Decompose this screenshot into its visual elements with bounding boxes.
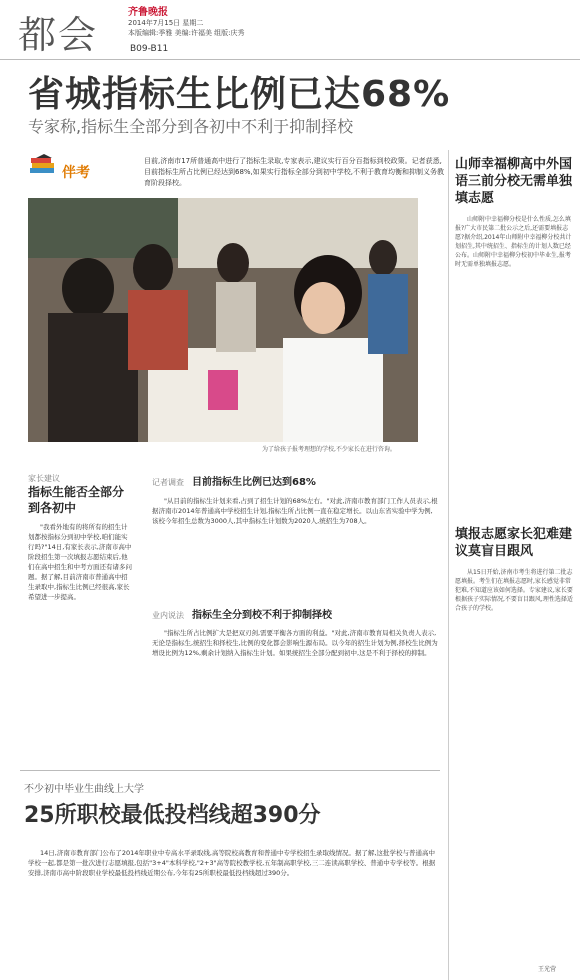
sidebar-story1-title: 山师幸福柳高中外国语三前分校无需单独填志愿 xyxy=(455,157,573,206)
lower-subheadline: 不少初中毕业生曲线上大学 xyxy=(24,784,144,795)
col3-label: 业内说法 xyxy=(152,611,184,620)
sidebar-author: 王光营 xyxy=(538,966,557,973)
main-subheadline: 专家称,指标生全部分到各初中不利于抑制择校 xyxy=(28,117,354,136)
lower-headline: 25所职校最低投档线超390分 xyxy=(24,803,321,828)
col3-text: "指标生所占比例扩大是把双刃剑,需要平衡各方面的利益。"对此,济南市教育局相关负责人表示,无论是指标生,统招生和择校生,比例的变化都会影响生源布局。以今年的招生计划为例,择校生比例为增设比例为12%,剩余计划纳入指标生计划。如果统招生全部分配到初中,这是不利于择校的抑制。 xyxy=(152,629,438,657)
col2-title: 目前指标生比例已达到68% xyxy=(192,477,316,488)
section-badge: 伴考 xyxy=(62,165,90,181)
sidebar-story1 xyxy=(455,156,573,269)
section-title: 都会 xyxy=(18,13,99,57)
article-col1 xyxy=(28,474,132,602)
page-range: B09-B11 xyxy=(130,44,169,54)
col1-label: 家长建议 xyxy=(28,474,60,483)
photo-caption: 为了给孩子报考理想的学校,不少家长在进行咨询。 xyxy=(262,446,396,453)
photo-illustration xyxy=(28,198,418,442)
col1-title: 指标生能否全部分到各初中 xyxy=(28,485,125,515)
col2-heading xyxy=(152,473,316,488)
col3-heading xyxy=(152,606,332,621)
newspaper-logo: 齐鲁晚报 xyxy=(128,7,168,18)
issue-info xyxy=(128,8,328,38)
sidebar-story2-text: 从15日开始,济南市考生将进行第二批志愿填报。考生们在填报志愿时,家长感觉非常犯难,不知道应该如何选择。专家建议,家长要根据孩子实际情况,不要盲目跟风,理性选择适合孩子的学校。 xyxy=(455,569,573,612)
lead-box xyxy=(28,150,446,196)
col2-label: 记者调查 xyxy=(152,478,184,487)
issue-weekday: 星期二 xyxy=(182,19,204,27)
sidebar xyxy=(448,150,572,980)
col1-text: "我看外地有的将所有的招生计划都按指标分到初中学校,咱们能实行吗?"14日,有家长表示,济南市高中阶段招生第一次填报志愿结束后,他们在高中招生和中考方面还有诸多问题。据了解,目前济南市普通高中招生录取中,指标生比例已经很高,家长希望进一步提高。 xyxy=(28,523,132,601)
sidebar-story2 xyxy=(455,526,573,613)
staff-credits: 本版编辑:季雅 美编:许福美 组版:庆秀 xyxy=(128,29,245,37)
news-photo xyxy=(28,198,418,442)
books-icon xyxy=(28,154,58,176)
issue-date: 2014年7月15日 xyxy=(128,19,181,27)
sidebar-story1-text: 山师附中幸福柳分校是什么性质,怎么填报?广大市民第二批公示之后,还需要填报志愿?据介绍,2014年山师附中幸福柳分校共计划招生,其中统招生、指标生的计划人数已经公布。山师附中幸福柳分校初中毕业生,报考时无需单独填报志愿。 xyxy=(455,216,572,268)
col2-text: "从目前的指标生计划来看,占到了招生计划的68%左右。"对此,济南市教育部门工作人员表示,根据济南市2014年普通高中学校招生计划,指标生所占比例一直在稳定增长。以山东省实验中学为例,该校今年招生总数为3000人,其中指标生计划数为2020人,统招生为708人。 xyxy=(152,497,438,525)
section-divider xyxy=(20,770,440,771)
lead-paragraph: 目前,济南市17所普通高中进行了指标生录取,专家表示,建议实行百分百指标到校政策。记者获悉,目前指标生所占比例已经达到68%,如果实行指标全部分到初中学校,不利于教育均衡和抑制义务教育阶段择校。 xyxy=(144,157,445,187)
lower-text: 14日,济南市教育部门公布了2014年职业中专高水平录取线,高等院校高教育和普通中专学校招生录取线情况。据了解,这批学校与普通高中学校一起,都是第一批次进行志愿填报,包括"3+4"本科学校,"2+3"高等院校教学校,五年制高职学校,三二连读高职学校、普通中专学校等。根据安排,济南市高中阶段职业学校最低投档线近期公布,今年有25所职校最低投档线超过390分。 xyxy=(28,849,436,877)
col3-title: 指标生全分到校不利于抑制择校 xyxy=(192,610,332,621)
masthead xyxy=(0,0,580,60)
sidebar-story2-title: 填报志愿家长犯难建议莫盲目跟风 xyxy=(455,527,573,559)
main-headline: 省城指标生比例已达68% xyxy=(28,74,451,115)
